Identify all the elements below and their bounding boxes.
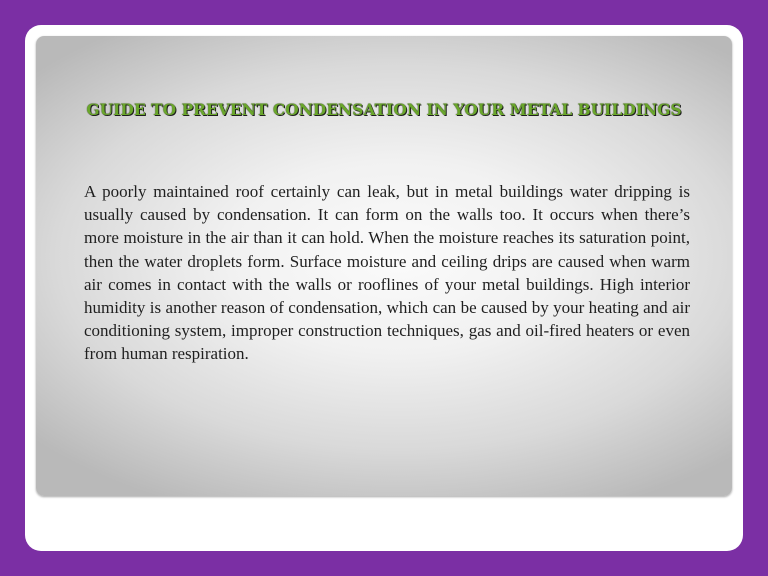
slide-content-panel	[36, 36, 732, 496]
slide-body-text: A poorly maintained roof certainly can leak, but in metal buildings water dripping is usually caused by condensation. It can form on the walls too. It occurs when there’s more moisture in the air than it can hold. When the moisture reaches its saturation point, then the water droplets form. Surface moisture and ceiling drips are caused when warm air comes in contact with the walls or rooflines of your metal buildings. High interior humidity is another reason of condensation, which can be caused by your heating and air conditioning system, improper construction techniques, gas and oil-fired heaters or even from human respiration.	[84, 182, 690, 364]
slide-title: GUIDE TO PREVENT CONDENSATION IN YOUR METAL BUILDINGS	[86, 100, 682, 119]
